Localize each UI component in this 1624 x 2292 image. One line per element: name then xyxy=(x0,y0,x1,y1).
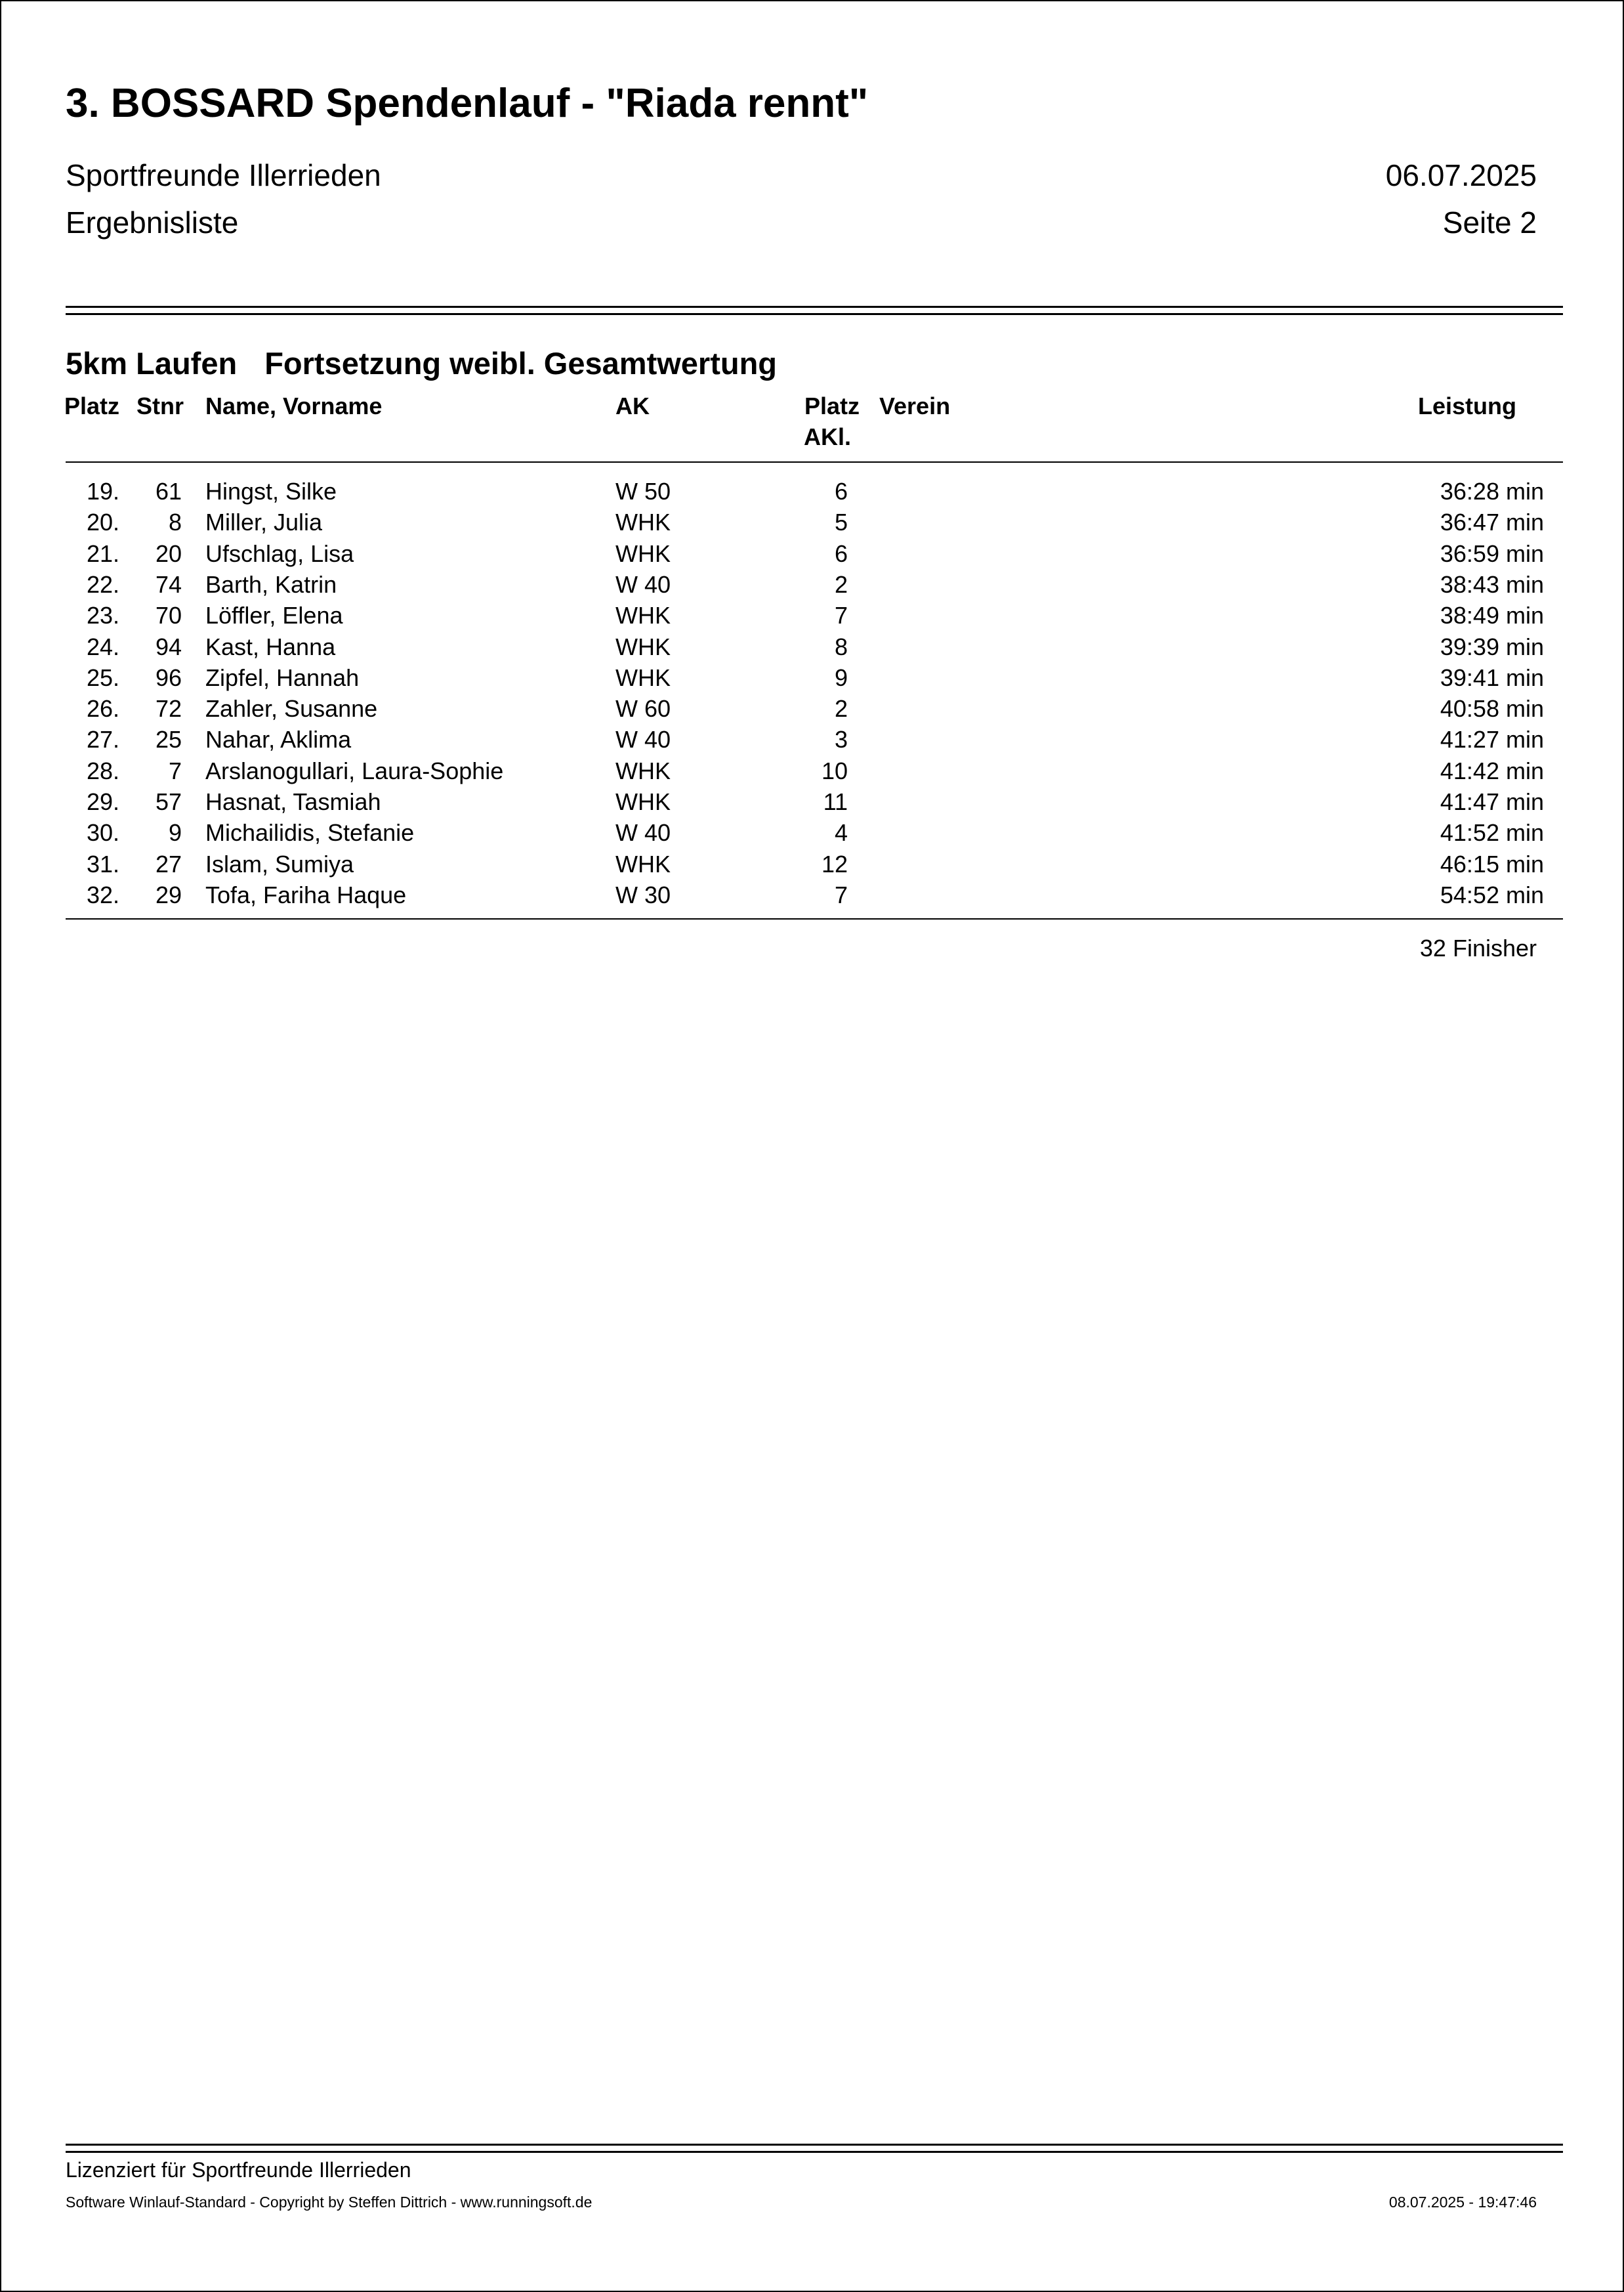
table-row xyxy=(0,540,1624,571)
col-stnr: Stnr xyxy=(136,393,184,419)
cell-ak: WHK xyxy=(615,602,671,629)
cell-platz-akl: 2 xyxy=(834,570,848,598)
cell-leistung: 38:43 min xyxy=(1440,570,1544,598)
cell-name: Barth, Katrin xyxy=(205,570,337,598)
footer-divider-bottom xyxy=(66,2151,1563,2153)
cell-name: Hasnat, Tasmiah xyxy=(205,788,381,815)
table-row xyxy=(0,726,1624,757)
cell-leistung: 41:27 min xyxy=(1440,726,1544,753)
col-leistung: Leistung xyxy=(1418,393,1516,419)
cell-ak: W 30 xyxy=(615,881,671,908)
cell-name: Hingst, Silke xyxy=(205,478,337,505)
license-text: Lizenziert für Sportfreunde Illerrieden xyxy=(66,2158,411,2182)
cell-platz: 29. xyxy=(86,788,119,815)
table-header-rule xyxy=(66,461,1563,463)
category-name: Fortsetzung weibl. Gesamtwertung xyxy=(264,346,777,381)
cell-platz-akl: 7 xyxy=(834,602,848,629)
cell-ak: WHK xyxy=(615,509,671,536)
cell-platz: 23. xyxy=(86,602,119,629)
list-name: Ergebnisliste xyxy=(66,205,239,240)
cell-leistung: 40:58 min xyxy=(1440,695,1544,723)
cell-name: Miller, Julia xyxy=(205,509,323,536)
cell-platz: 25. xyxy=(86,664,119,691)
cell-platz-akl: 7 xyxy=(834,881,848,908)
cell-stnr: 9 xyxy=(168,819,182,847)
event-title: 3. BOSSARD Spendenlauf - "Riada rennt" xyxy=(66,81,869,126)
cell-leistung: 46:15 min xyxy=(1440,850,1544,878)
table-row xyxy=(0,788,1624,819)
cell-stnr: 7 xyxy=(168,757,182,784)
cell-stnr: 96 xyxy=(155,664,182,691)
cell-platz-akl: 3 xyxy=(834,726,848,753)
organizer: Sportfreunde Illerrieden xyxy=(66,158,381,192)
table-row xyxy=(0,819,1624,850)
finisher-count: 32 Finisher xyxy=(1419,935,1537,962)
cell-ak: W 40 xyxy=(615,726,671,753)
cell-platz-akl: 8 xyxy=(834,633,848,660)
header-divider-bottom xyxy=(66,313,1563,315)
cell-platz: 27. xyxy=(86,726,119,753)
cell-stnr: 70 xyxy=(155,602,182,629)
cell-platz-akl: 6 xyxy=(834,540,848,567)
cell-leistung: 54:52 min xyxy=(1440,881,1544,908)
page-number: Seite 2 xyxy=(1442,205,1537,240)
section-heading xyxy=(66,345,804,381)
table-row xyxy=(0,881,1624,912)
table-row xyxy=(0,571,1624,602)
cell-name: Nahar, Aklima xyxy=(205,726,352,753)
table-bottom-rule xyxy=(66,918,1563,920)
cell-platz: 21. xyxy=(86,540,119,567)
race-name: 5km Laufen xyxy=(66,346,238,381)
col-platz-akl-line2: AKl. xyxy=(804,423,851,450)
cell-platz-akl: 5 xyxy=(834,509,848,536)
cell-stnr: 61 xyxy=(155,478,182,505)
cell-name: Ufschlag, Lisa xyxy=(205,540,354,567)
cell-platz-akl: 9 xyxy=(834,664,848,691)
cell-leistung: 36:47 min xyxy=(1440,509,1544,536)
cell-leistung: 41:52 min xyxy=(1440,819,1544,847)
cell-platz-akl: 4 xyxy=(834,819,848,847)
cell-platz: 28. xyxy=(86,757,119,784)
print-timestamp: 08.07.2025 - 19:47:46 xyxy=(1388,2194,1537,2211)
cell-ak: WHK xyxy=(615,850,671,878)
cell-stnr: 72 xyxy=(155,695,182,723)
cell-stnr: 74 xyxy=(155,570,182,598)
cell-platz: 31. xyxy=(86,850,119,878)
cell-name: Kast, Hanna xyxy=(205,633,336,660)
cell-platz-akl: 2 xyxy=(834,695,848,723)
cell-platz-akl: 6 xyxy=(834,478,848,505)
cell-platz: 26. xyxy=(86,695,119,723)
software-credit: Software Winlauf-Standard - Copyright by Steffen Dittrich - www.runningsoft.de xyxy=(66,2194,593,2211)
cell-name: Zahler, Susanne xyxy=(205,695,378,723)
table-row xyxy=(0,478,1624,509)
cell-leistung: 41:42 min xyxy=(1440,757,1544,784)
cell-leistung: 39:41 min xyxy=(1440,664,1544,691)
cell-leistung: 36:59 min xyxy=(1440,540,1544,567)
cell-platz-akl: 10 xyxy=(821,757,848,784)
cell-platz-akl: 11 xyxy=(823,788,848,815)
cell-name: Arslanogullari, Laura-Sophie xyxy=(205,757,504,784)
cell-platz: 30. xyxy=(86,819,119,847)
header-divider-top xyxy=(66,306,1563,308)
cell-stnr: 8 xyxy=(168,509,182,536)
cell-ak: W 60 xyxy=(615,695,671,723)
cell-platz: 20. xyxy=(86,509,119,536)
table-row xyxy=(0,851,1624,881)
cell-stnr: 27 xyxy=(155,850,182,878)
table-row xyxy=(0,509,1624,540)
cell-name: Islam, Sumiya xyxy=(205,850,354,878)
cell-stnr: 57 xyxy=(155,788,182,815)
col-ak: AK xyxy=(615,393,650,419)
cell-name: Michailidis, Stefanie xyxy=(205,819,415,847)
cell-platz: 32. xyxy=(86,881,119,908)
cell-ak: WHK xyxy=(615,540,671,567)
cell-stnr: 25 xyxy=(155,726,182,753)
table-row xyxy=(0,695,1624,726)
cell-stnr: 94 xyxy=(155,633,182,660)
cell-ak: W 40 xyxy=(615,819,671,847)
table-row xyxy=(0,633,1624,664)
table-row xyxy=(0,664,1624,695)
col-platz-akl-line1: Platz xyxy=(804,393,860,419)
cell-ak: WHK xyxy=(615,633,671,660)
cell-name: Zipfel, Hannah xyxy=(205,664,360,691)
cell-platz: 22. xyxy=(86,570,119,598)
cell-leistung: 39:39 min xyxy=(1440,633,1544,660)
cell-ak: W 50 xyxy=(615,478,671,505)
col-platz: Platz xyxy=(64,393,119,419)
cell-leistung: 41:47 min xyxy=(1440,788,1544,815)
table-row xyxy=(0,757,1624,788)
cell-name: Löffler, Elena xyxy=(205,602,343,629)
footer-divider-top xyxy=(66,2144,1563,2146)
cell-platz-akl: 12 xyxy=(821,850,848,878)
cell-name: Tofa, Fariha Haque xyxy=(205,881,407,908)
event-date: 06.07.2025 xyxy=(1385,158,1537,192)
cell-platz: 24. xyxy=(86,633,119,660)
cell-leistung: 38:49 min xyxy=(1440,602,1544,629)
cell-ak: WHK xyxy=(615,788,671,815)
cell-ak: WHK xyxy=(615,664,671,691)
cell-ak: W 40 xyxy=(615,570,671,598)
cell-platz: 19. xyxy=(86,478,119,505)
cell-ak: WHK xyxy=(615,757,671,784)
col-name: Name, Vorname xyxy=(205,393,383,419)
col-verein: Verein xyxy=(879,393,951,419)
table-row xyxy=(0,602,1624,633)
cell-stnr: 20 xyxy=(155,540,182,567)
cell-stnr: 29 xyxy=(155,881,182,908)
cell-leistung: 36:28 min xyxy=(1440,478,1544,505)
